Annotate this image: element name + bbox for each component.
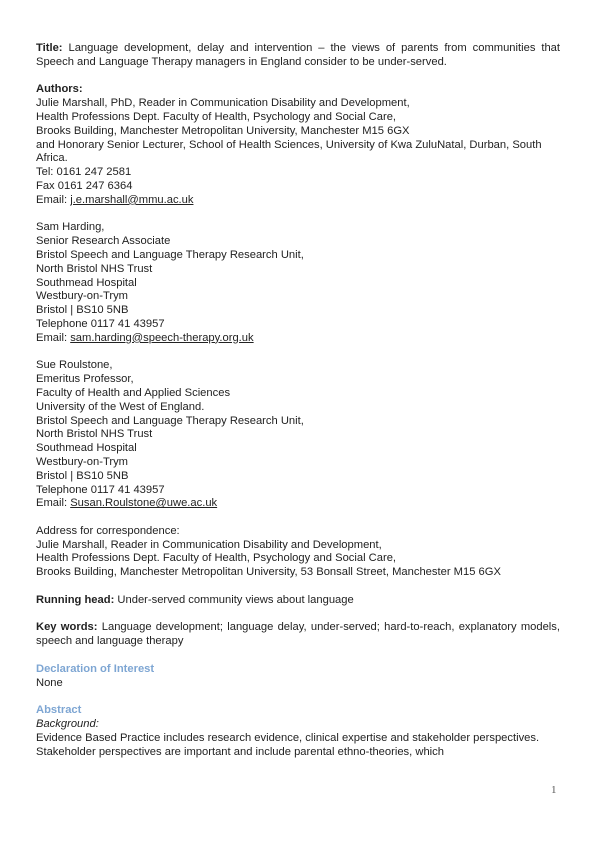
declaration-heading: Declaration of Interest <box>36 662 155 675</box>
title-block <box>36 42 560 70</box>
author-3-line: Telephone 0117 41 43957 <box>36 483 165 496</box>
author-1-tel: Tel: 0161 247 2581 <box>36 166 132 179</box>
author-1-line: Brooks Building, Manchester Metropolitan University, Manchester M15 6GX <box>36 124 410 137</box>
email-label: Email: <box>36 497 71 510</box>
author-1-line: Julie Marshall, PhD, Reader in Communication Disability and Development, <box>36 97 410 110</box>
keywords-label: Key words: <box>36 621 98 634</box>
author-3-line: Southmead Hospital <box>36 442 137 455</box>
author-3-line: North Bristol NHS Trust <box>36 428 153 441</box>
author-2-line: Southmead Hospital <box>36 276 137 289</box>
keywords-text: Language development; language delay, under-served; hard-to-reach, explanatory models, speech and language therapy <box>36 621 560 648</box>
author-3-line: Bristol | BS10 5NB <box>36 469 129 482</box>
author-3-email-link[interactable]: Susan.Roulstone@uwe.ac.uk <box>70 497 218 510</box>
author-1-block <box>36 97 560 207</box>
author-3-email-row <box>36 497 560 511</box>
author-1-affiliation: and Honorary Senior Lecturer, School of Health Sciences, University of Kwa ZuluNatal, Durban, South Africa. <box>36 138 542 165</box>
author-3-block <box>36 359 560 511</box>
author-3-line: Faculty of Health and Applied Sciences <box>36 386 231 399</box>
abstract-text: Evidence Based Practice includes research evidence, clinical expertise and stakeholder perspectives. Stakeholder perspectives are important and include parental ethno-theories, which <box>36 731 540 758</box>
author-2-block <box>36 221 560 345</box>
email-label: Email: <box>36 193 71 206</box>
authors-label: Authors: <box>36 83 83 96</box>
abstract-heading: Abstract <box>36 704 82 717</box>
author-2-line: Westbury-on-Trym <box>36 290 128 303</box>
author-2-line: Bristol Speech and Language Therapy Research Unit, <box>36 248 304 261</box>
declaration-text: None <box>36 676 63 689</box>
author-3-line: Sue Roulstone, <box>36 359 113 372</box>
author-3-line: Westbury-on-Trym <box>36 455 128 468</box>
author-2-email-row <box>36 332 560 346</box>
abstract-subheading: Background: <box>36 718 99 731</box>
author-2-line: Senior Research Associate <box>36 235 171 248</box>
correspondence-line: Health Professions Dept. Faculty of Health, Psychology and Social Care, <box>36 552 397 565</box>
correspondence-line: Julie Marshall, Reader in Communication Disability and Development, <box>36 538 382 551</box>
email-label: Email: <box>36 331 71 344</box>
correspondence-line: Brooks Building, Manchester Metropolitan University, 53 Bonsall Street, Manchester M15 6GX <box>36 566 501 579</box>
author-2-line: Sam Harding, <box>36 221 105 234</box>
author-3-line: University of the West of England. <box>36 400 205 413</box>
running-head <box>36 594 560 608</box>
title-label: Title: <box>36 42 63 54</box>
author-2-line: Bristol | BS10 5NB <box>36 304 129 317</box>
author-2-line: North Bristol NHS Trust <box>36 262 153 275</box>
author-1-email-row <box>36 194 560 208</box>
correspondence-line: Address for correspondence: <box>36 524 180 537</box>
running-head-label: Running head: <box>36 593 115 606</box>
correspondence-block <box>36 525 560 580</box>
author-1-email-link[interactable]: j.e.marshall@mmu.ac.uk <box>70 193 194 206</box>
author-1-fax: Fax 0161 247 6364 <box>36 179 133 192</box>
author-3-line: Bristol Speech and Language Therapy Research Unit, <box>36 414 304 427</box>
title-text: Language development, delay and intervention – the views of parents from communities that Speech and Language Therapy managers in England consider to be under-served. <box>36 42 561 68</box>
paper-page <box>36 42 560 759</box>
running-head-text: Under-served community views about language <box>114 593 354 606</box>
author-1-line: Health Professions Dept. Faculty of Health, Psychology and Social Care, <box>36 110 397 123</box>
author-2-email-link[interactable]: sam.harding@speech-therapy.org.uk <box>70 331 254 344</box>
author-2-line: Telephone 0117 41 43957 <box>36 317 165 330</box>
page-number: 1 <box>551 784 557 796</box>
author-3-line: Emeritus Professor, <box>36 373 134 386</box>
keywords <box>36 621 560 649</box>
